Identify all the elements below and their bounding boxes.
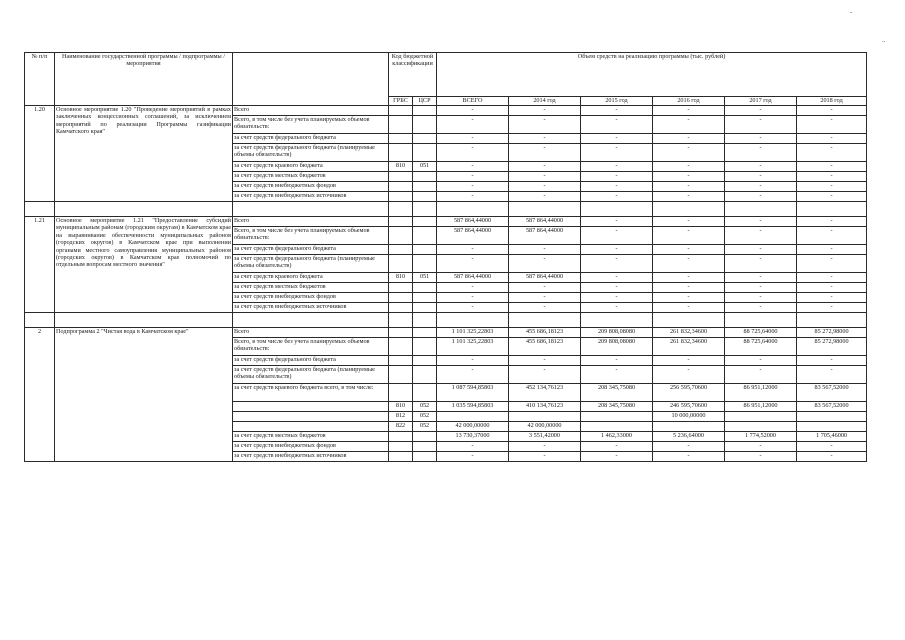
value-2018: - [797,227,867,245]
value-2016: - [653,245,725,255]
value-2018: - [797,116,867,134]
value-2018: - [797,356,867,366]
value-2016: - [653,442,725,452]
value-2015: - [581,134,653,144]
value-2017: - [725,273,797,283]
value-total: - [437,356,509,366]
value-2015: - [581,303,653,313]
spacer-cell [437,202,509,217]
funding-source-label: за счет средств краевого бюджета [233,162,389,172]
value-2015: - [581,172,653,182]
value-2015 [581,422,653,432]
value-2018: - [797,182,867,192]
funding-source-label: Всего, в том числе без учета планируемых объемов обязательств: [233,116,389,134]
header-year-2017: 2017 год [725,97,797,106]
csr-code [413,134,437,144]
funding-source-label: Всего, в том числе без учета планируемых объемов обязательств: [233,338,389,356]
spacer-cell [797,202,867,217]
funding-source-label: за счет средств федерального бюджета (планируемые объемы обязательств) [233,144,389,162]
spacer-cell [797,313,867,328]
value-2014: - [509,255,581,273]
funding-source-label: за счет средств внебюджетных фондов [233,442,389,452]
spacer-cell [233,313,389,328]
grbs-code [389,217,413,227]
grbs-code [389,442,413,452]
header-year-2015: 2015 год [581,97,653,106]
value-2014: - [509,162,581,172]
value-2017: - [725,172,797,182]
value-2014: - [509,134,581,144]
value-2016: - [653,116,725,134]
value-2017 [725,422,797,432]
grbs-code [389,356,413,366]
value-2014: - [509,442,581,452]
value-2018: - [797,162,867,172]
csr-code [413,356,437,366]
value-2015: - [581,182,653,192]
value-2016: - [653,227,725,245]
value-2017: - [725,442,797,452]
spacer-cell [725,202,797,217]
value-2017: 88 725,64000 [725,338,797,356]
header-total: ВСЕГО [437,97,509,106]
spacer-cell [389,313,413,328]
value-2014: 587 864,44000 [509,273,581,283]
value-2014: - [509,116,581,134]
value-2017: 86 951,12000 [725,402,797,412]
header-volume: Объем средств на реализацию программы (тыс. рублей) [437,53,867,97]
value-total: - [437,134,509,144]
value-2017: - [725,182,797,192]
header-num: № п/п [25,53,55,106]
csr-code [413,442,437,452]
value-2017: - [725,356,797,366]
value-2014: 3 551,42000 [509,432,581,442]
value-2017: - [725,283,797,293]
funding-source-label [233,422,389,432]
funding-source-label: за счет средств внебюджетных фондов [233,182,389,192]
funding-source-label: за счет средств внебюджетных фондов [233,293,389,303]
value-total: - [437,182,509,192]
grbs-code [389,303,413,313]
value-2015: - [581,144,653,162]
value-2017: - [725,227,797,245]
value-2018: - [797,134,867,144]
value-total: 1 101 325,22803 [437,338,509,356]
value-2017: - [725,255,797,273]
funding-source-label: за счет средств краевого бюджета всего, в том числе: [233,384,389,402]
value-2014: - [509,283,581,293]
value-2016: - [653,217,725,227]
spacer-cell [581,202,653,217]
funding-source-label: за счет средств внебюджетных источников [233,452,389,462]
funding-source-label: за счет средств местных бюджетов [233,172,389,182]
value-2014: 410 134,76123 [509,402,581,412]
value-2014: - [509,452,581,462]
value-2014: - [509,366,581,384]
table-row [25,328,867,338]
csr-code [413,106,437,116]
grbs-code [389,293,413,303]
value-2016: - [653,283,725,293]
funding-source-label: за счет средств внебюджетных источников [233,192,389,202]
spacer-cell [55,313,233,328]
value-2015 [581,412,653,422]
value-total: 587 864,44000 [437,227,509,245]
value-2017: - [725,303,797,313]
csr-code [413,217,437,227]
header-year-2016: 2016 год [653,97,725,106]
value-2017: - [725,366,797,384]
grbs-code [389,144,413,162]
value-2018: - [797,255,867,273]
value-2018: - [797,217,867,227]
value-2018: 85 272,98000 [797,338,867,356]
csr-code: 052 [413,412,437,422]
value-2015: - [581,442,653,452]
header-csr: ЦСР [413,97,437,106]
value-2014: 452 134,76123 [509,384,581,402]
table-row [25,217,867,227]
value-2015: 1 462,33000 [581,432,653,442]
csr-code [413,283,437,293]
grbs-code: 810 [389,273,413,283]
value-2016: - [653,172,725,182]
value-2018: - [797,452,867,462]
funding-source-label: за счет средств местных бюджетов [233,283,389,293]
value-2016: - [653,134,725,144]
value-2018: - [797,283,867,293]
value-2017 [725,412,797,422]
value-2015: - [581,273,653,283]
corner-mark-top: - [850,8,853,16]
value-2015: - [581,356,653,366]
value-2017: - [725,144,797,162]
value-2015: - [581,283,653,293]
value-2018: - [797,144,867,162]
value-2017: 88 725,64000 [725,328,797,338]
csr-code [413,293,437,303]
value-2018: - [797,303,867,313]
value-2016: - [653,144,725,162]
spacer-cell [413,202,437,217]
value-2017: - [725,116,797,134]
section-spacer [25,202,867,217]
section-spacer [25,313,867,328]
grbs-code: 810 [389,162,413,172]
spacer-cell [509,313,581,328]
value-2014: - [509,293,581,303]
value-2016: - [653,356,725,366]
grbs-code [389,384,413,402]
csr-code [413,328,437,338]
spacer-cell [437,313,509,328]
value-2016: - [653,162,725,172]
value-2015: - [581,106,653,116]
funding-source-label: Всего [233,328,389,338]
section-number: 1.21 [25,217,55,313]
value-total: - [437,293,509,303]
value-total: - [437,116,509,134]
csr-code [413,245,437,255]
value-2014: - [509,182,581,192]
value-total: - [437,144,509,162]
value-2014: - [509,144,581,162]
value-2016: - [653,182,725,192]
value-total [437,412,509,422]
value-2017: - [725,192,797,202]
value-2017: - [725,245,797,255]
value-2014: - [509,192,581,202]
csr-code: 051 [413,162,437,172]
csr-code [413,227,437,245]
value-2015: - [581,293,653,303]
value-2014: - [509,245,581,255]
value-total: - [437,106,509,116]
value-2018: - [797,192,867,202]
spacer-cell [25,202,55,217]
value-2017: - [725,134,797,144]
grbs-code [389,116,413,134]
funding-source-label: за счет средств федерального бюджета (планируемые объемы обязательств) [233,255,389,273]
value-2016: - [653,293,725,303]
value-2016: - [653,452,725,462]
grbs-code [389,245,413,255]
value-total: - [437,303,509,313]
value-2015: 208 345,75080 [581,384,653,402]
value-2018: - [797,366,867,384]
section-name: Основное мероприятие 1.20 "Проведение мероприятий в рамках заключенных концессионных соглашений, за исключением мероприятий по реализации Программы газификации Камчатского края" [55,106,233,202]
value-total: 587 864,44000 [437,217,509,227]
csr-code [413,338,437,356]
value-2016: - [653,303,725,313]
value-2015: 208 345,75080 [581,402,653,412]
value-total: - [437,255,509,273]
value-2015: - [581,245,653,255]
funding-source-label: Всего [233,106,389,116]
value-2018: - [797,106,867,116]
value-total: - [437,366,509,384]
funding-source-label: за счет средств местных бюджетов [233,432,389,442]
value-2015: - [581,255,653,273]
value-total: 1 035 594,85803 [437,402,509,412]
spacer-cell [389,202,413,217]
section-number: 1.20 [25,106,55,202]
value-2014: - [509,303,581,313]
grbs-code [389,134,413,144]
header-year-2014: 2014 год [509,97,581,106]
value-2015: - [581,366,653,384]
value-2016: 261 832,34600 [653,338,725,356]
value-2016: 5 236,64000 [653,432,725,442]
grbs-code [389,106,413,116]
value-2016: 246 595,70600 [653,402,725,412]
value-2014: 587 864,44000 [509,217,581,227]
value-2017: - [725,293,797,303]
funding-source-label: Всего [233,217,389,227]
value-2016: 261 832,34600 [653,328,725,338]
csr-code [413,144,437,162]
csr-code [413,432,437,442]
value-2017: - [725,452,797,462]
budget-table [24,52,867,462]
value-2015: - [581,452,653,462]
value-2014 [509,412,581,422]
grbs-code: 822 [389,422,413,432]
header-name: Наименование государственной программы / подпрограммы / мероприятия [55,53,233,106]
value-2018 [797,412,867,422]
value-2014: 42 000,00000 [509,422,581,432]
value-2016: 256 595,70600 [653,384,725,402]
section-name: Подпрограмма 2 "Чистая вода в Камчатском крае" [55,328,233,462]
csr-code [413,192,437,202]
grbs-code [389,338,413,356]
value-2017: - [725,106,797,116]
corner-mark-right: .. [882,36,886,44]
spacer-cell [509,202,581,217]
grbs-code [389,452,413,462]
value-2014: 455 686,18123 [509,338,581,356]
spacer-cell [25,313,55,328]
funding-source-label: за счет средств федерального бюджета [233,356,389,366]
csr-code [413,303,437,313]
value-2016: - [653,255,725,273]
funding-source-label: Всего, в том числе без учета планируемых объемов обязательств: [233,227,389,245]
value-2018: 83 567,52000 [797,384,867,402]
value-2017: - [725,162,797,172]
table-body [25,106,867,462]
value-2015: - [581,162,653,172]
grbs-code: 812 [389,412,413,422]
value-2018: 85 272,98000 [797,328,867,338]
grbs-code [389,283,413,293]
value-2015: 209 808,08080 [581,338,653,356]
value-2018: 1 705,46000 [797,432,867,442]
value-2018: - [797,273,867,283]
csr-code [413,116,437,134]
value-2014: 587 864,44000 [509,227,581,245]
spacer-cell [413,313,437,328]
spacer-cell [725,313,797,328]
value-total: - [437,172,509,182]
value-2014: - [509,106,581,116]
funding-source-label: за счет средств федерального бюджета (планируемые объемы обязательств) [233,366,389,384]
spacer-cell [653,202,725,217]
value-2014: - [509,172,581,182]
csr-code [413,172,437,182]
csr-code [413,182,437,192]
spacer-cell [55,202,233,217]
value-2017: 1 774,52000 [725,432,797,442]
value-2017: - [725,217,797,227]
value-total: 13 730,37000 [437,432,509,442]
csr-code: 052 [413,402,437,412]
csr-code: 051 [413,273,437,283]
grbs-code: 810 [389,402,413,412]
value-2018: - [797,172,867,182]
value-2018 [797,422,867,432]
header-year-2018: 2018 год [797,97,867,106]
value-total: - [437,442,509,452]
header-grbs: ГРБС [389,97,413,106]
grbs-code [389,255,413,273]
value-2015: - [581,116,653,134]
value-total: - [437,245,509,255]
value-2016: - [653,366,725,384]
value-2015: - [581,217,653,227]
funding-source-label: за счет средств федерального бюджета [233,134,389,144]
grbs-code [389,366,413,384]
value-total: - [437,452,509,462]
funding-source-label [233,412,389,422]
value-2018: - [797,442,867,452]
value-2018: - [797,245,867,255]
funding-source-label [233,402,389,412]
grbs-code [389,227,413,245]
grbs-code [389,328,413,338]
value-2016: - [653,106,725,116]
value-2016: - [653,192,725,202]
header-code: Код бюджетной классификации [389,53,437,97]
value-2014: - [509,356,581,366]
value-2016: 10 000,00000 [653,412,725,422]
value-2015: 209 808,08080 [581,328,653,338]
grbs-code [389,182,413,192]
value-total: 42 000,00000 [437,422,509,432]
csr-code: 052 [413,422,437,432]
grbs-code [389,432,413,442]
value-2014: 455 686,18123 [509,328,581,338]
value-total: 1 087 594,85803 [437,384,509,402]
spacer-cell [581,313,653,328]
csr-code [413,255,437,273]
value-2017: 86 951,12000 [725,384,797,402]
spacer-cell [653,313,725,328]
value-total: - [437,192,509,202]
spacer-cell [233,202,389,217]
csr-code [413,384,437,402]
funding-source-label: за счет средств федерального бюджета [233,245,389,255]
value-total: 587 864,44000 [437,273,509,283]
section-number: 2 [25,328,55,462]
value-2015: - [581,227,653,245]
grbs-code [389,192,413,202]
value-2018: - [797,293,867,303]
csr-code [413,366,437,384]
csr-code [413,452,437,462]
value-total: 1 101 325,22803 [437,328,509,338]
value-2016: - [653,273,725,283]
table-row [25,106,867,116]
grbs-code [389,172,413,182]
value-2016 [653,422,725,432]
value-2018: 83 567,52000 [797,402,867,412]
value-total: - [437,162,509,172]
funding-source-label: за счет средств краевого бюджета [233,273,389,283]
funding-source-label: за счет средств внебюджетных источников [233,303,389,313]
value-2015: - [581,192,653,202]
header-source [233,53,389,106]
section-name: Основное мероприятие 1.21 "Предоставление субсидий муниципальным районам (городским округам) в Камчатском крае на выравнивание обеспеченности муниципальных районов (городских округов) в Камчатском крае при выполнении органами местного самоуправления муниципальных районов (городских округов) в Камчатском крае полномочий по отдельным вопросам местного значения" [55,217,233,313]
value-total: - [437,283,509,293]
